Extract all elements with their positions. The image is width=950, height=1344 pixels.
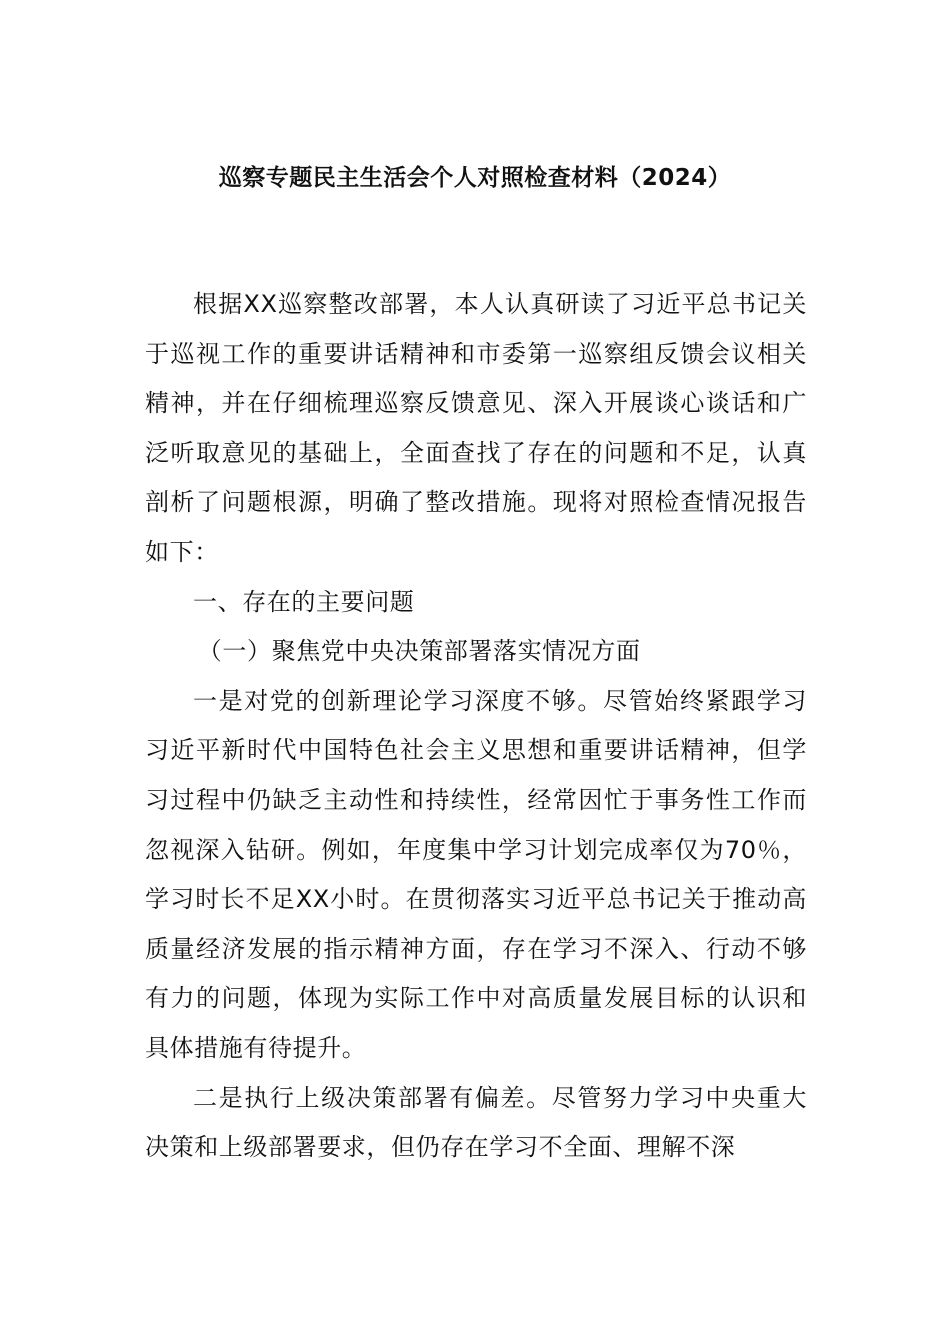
issue-paragraph-2: 二是执行上级决策部署有偏差。尽管努力学习中央重大决策和上级部署要求，但仍存在学习不全面、理解不深 — [145, 1083, 807, 1162]
document-body — [145, 280, 807, 1173]
section-heading: 一、存在的主要问题 — [193, 587, 415, 616]
issue-paragraph-1: 一是对党的创新理论学习深度不够。尽管始终紧跟学习习近平新时代中国特色社会主义思想和重要讲话精神，但学习过程中仍缺乏主动性和持续性，经常因忙于事务性工作而忽视深入钻研。例如，年度集中学习计划完成率仅为70％，学习时长不足XX小时。在贯彻落实习近平总书记关于推动高质量经济发展的指示精神方面，存在学习不深入、行动不够有力的问题，体现为实际工作中对高质量发展目标的认识和具体措施有待提升。 — [145, 686, 807, 1062]
intro-paragraph: 根据XX巡察整改部署，本人认真研读了习近平总书记关于巡视工作的重要讲话精神和市委第一巡察组反馈会议相关精神，并在仔细梳理巡察反馈意见、深入开展谈心谈话和广泛听取意见的基础上，全面查找了存在的问题和不足，认真剖析了问题根源，明确了整改措施。现将对照检查情况报告如下： — [145, 290, 807, 566]
document-title: 巡察专题民主生活会个人对照检查材料（2024） — [218, 165, 732, 191]
subsection-heading: （一）聚焦党中央决策部署落实情况方面 — [197, 637, 641, 666]
